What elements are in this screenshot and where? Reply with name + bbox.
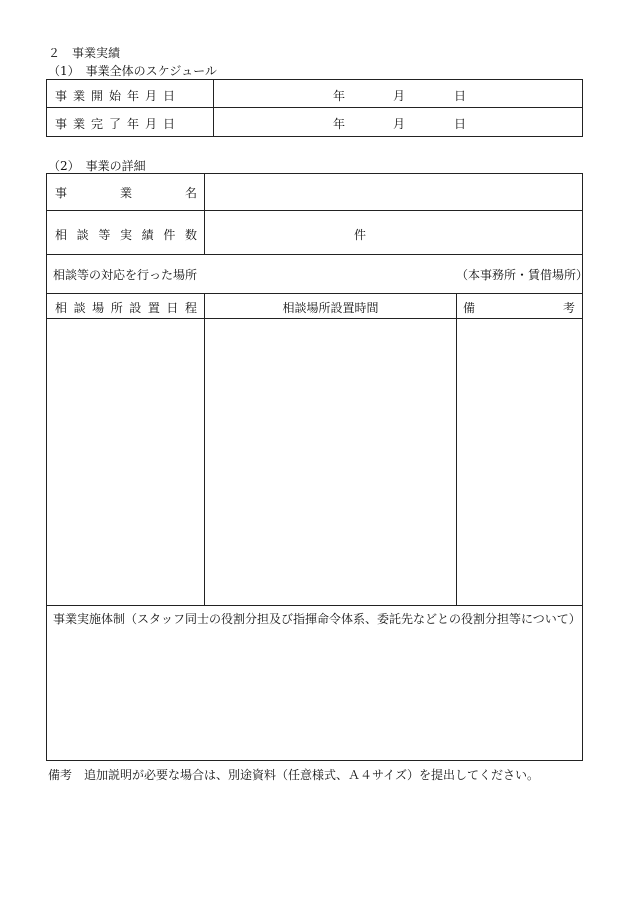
- structure-label: 事業実施体制（スタッフ同士の役割分担及び指揮命令体系、委託先などとの役割分担等について）: [53, 612, 581, 626]
- location-label: 相談等の対応を行った場所: [53, 268, 198, 282]
- start-day-unit: 日: [454, 89, 467, 103]
- time-entry-cell[interactable]: [205, 319, 455, 604]
- end-year-unit: 年: [333, 117, 346, 131]
- structure-entry-cell[interactable]: [47, 628, 582, 760]
- location-note: （本事務所・賃借場所）: [456, 268, 589, 282]
- project-name-label: 事 業 名: [55, 186, 197, 200]
- project-name-field[interactable]: [206, 175, 581, 208]
- start-month-unit: 月: [393, 89, 406, 103]
- end-day-unit: 日: [454, 117, 467, 131]
- time-column-header: 相談場所設置時間: [282, 301, 379, 315]
- start-date-label: 事業開始年月日: [55, 89, 182, 103]
- consultations-unit: 件: [354, 228, 367, 242]
- remarks-column-header: 備 考: [463, 301, 575, 315]
- schedule-entry-cell[interactable]: [47, 319, 203, 604]
- footnote: 備考 追加説明が必要な場合は、別途資料（任意様式、Ａ４サイズ）を提出してください。: [48, 768, 540, 782]
- consultations-field[interactable]: [206, 212, 581, 252]
- section-heading: ２ 事業実績: [48, 46, 121, 60]
- start-year-unit: 年: [333, 89, 346, 103]
- details-subheading: （2） 事業の詳細: [48, 159, 146, 173]
- end-date-label: 事業完了年月日: [55, 117, 182, 131]
- schedule-column-header: 相談場所設置日程: [55, 301, 197, 315]
- end-month-unit: 月: [393, 117, 406, 131]
- remarks-entry-cell[interactable]: [457, 319, 582, 604]
- schedule-subheading: （1） 事業全体のスケジュール: [48, 64, 217, 78]
- consultations-label: 相談等実績件数: [55, 228, 197, 242]
